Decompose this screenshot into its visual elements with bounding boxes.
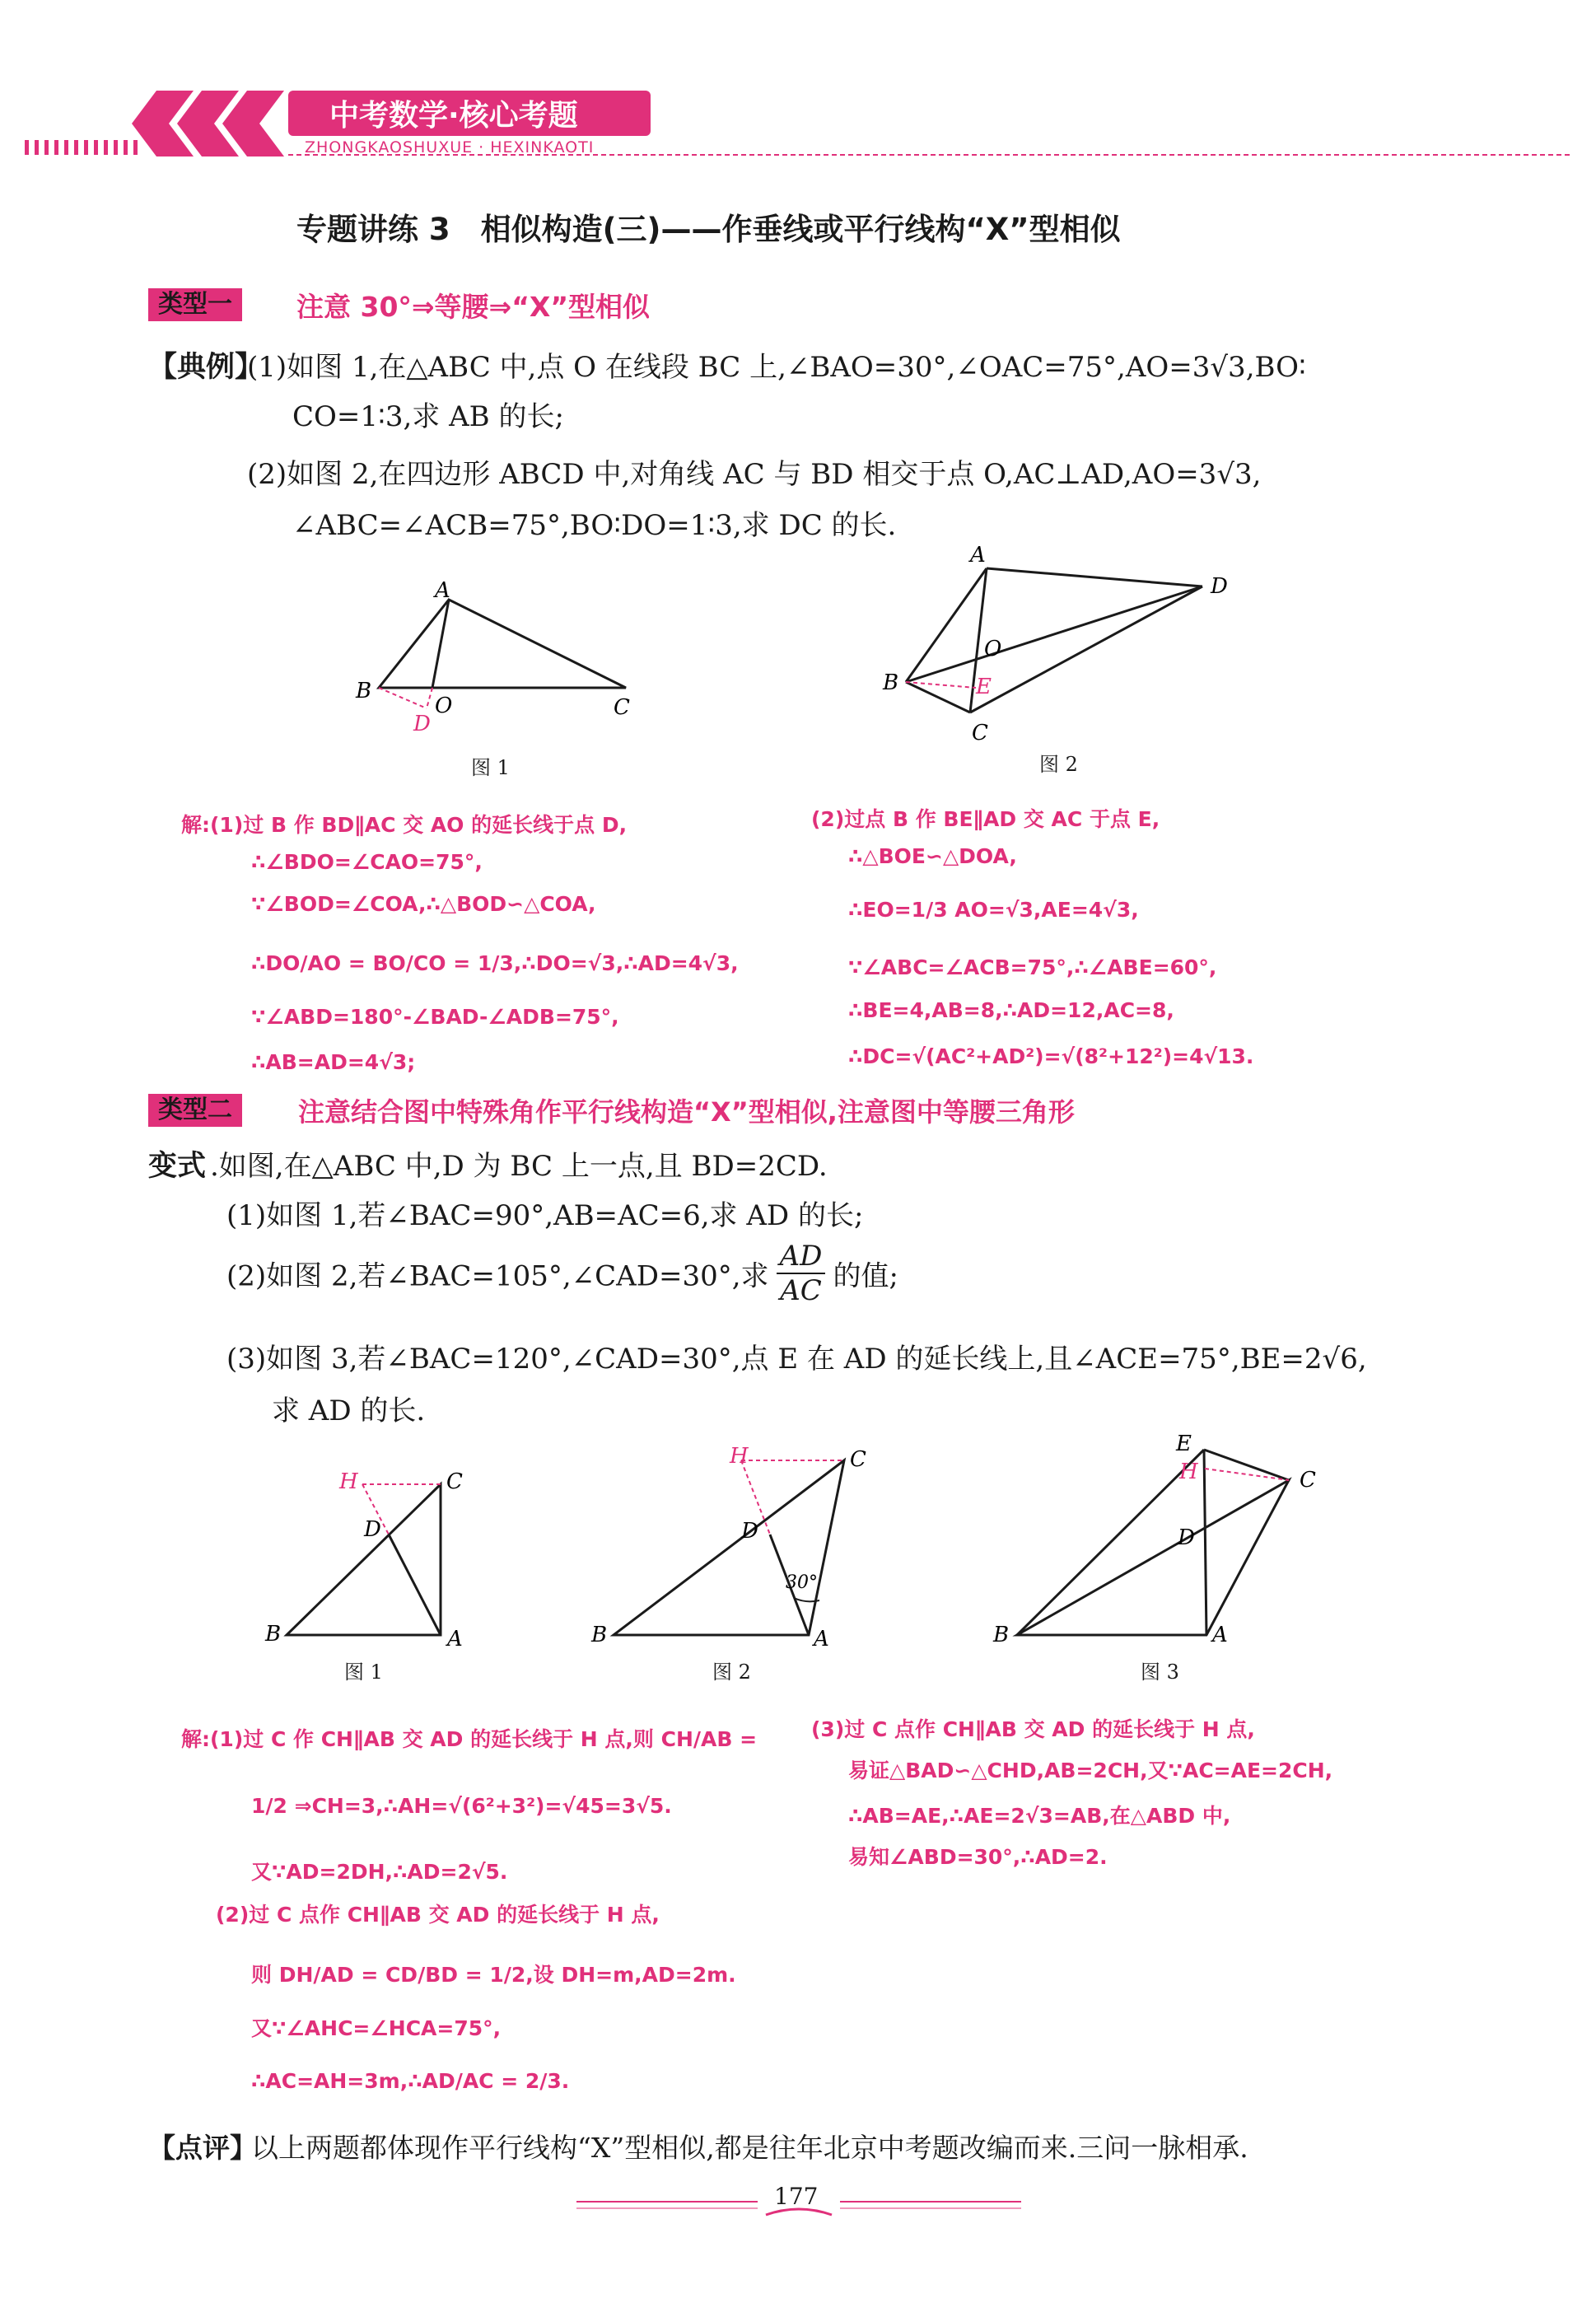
variant-intro: .如图,在△ABC 中,D 为 BC 上一点,且 BD=2CD.: [210, 1150, 828, 1183]
solution1-left-line6: ∴AB=AD=4√3;: [251, 1050, 416, 1074]
example-p1-line1: (1)如图 1,在△ABC 中,点 O 在线段 BC 上,∠BAO=30°,∠OAC=75°,AO=3√3,BO∶: [247, 351, 1306, 384]
type2-title: 注意结合图中特殊角作平行线构造“X”型相似,注意图中等腰三角形: [298, 1096, 1075, 1128]
vfig2-label-c: C: [850, 1447, 866, 1472]
variant-figure-1: [255, 1458, 478, 1656]
variant-q2-fraction: [777, 1240, 826, 1307]
type1-title: 注意 30°⇒等腰⇒“X”型相似: [296, 291, 651, 323]
solution2-left-line4: (2)过 C 点作 CH∥AB 交 AD 的延长线于 H 点,: [216, 1903, 660, 1927]
solution2-right-line2: 易证△BAD∽△CHD,AB=2CH,又∵AC=AE=2CH,: [848, 1759, 1333, 1782]
example-p1-line2: CO=1∶3,求 AB 的长;: [292, 400, 564, 433]
vfig1-label-d: D: [364, 1517, 381, 1542]
page-number: 177: [774, 2183, 819, 2210]
vfig2-label-a: A: [814, 1627, 829, 1651]
variant-q2-pre: (2)如图 2,若∠BAC=105°,∠CAD=30°,求: [226, 1259, 769, 1293]
variant-figure-3: [988, 1429, 1342, 1651]
solution1-left-line3: ∵∠BOD=∠COA,∴△BOD∽△COA,: [251, 892, 596, 916]
fig2-label-a: A: [970, 544, 986, 568]
fig1-label-o: O: [435, 694, 453, 718]
vfig1-label-h: H: [339, 1469, 358, 1494]
vfig2-label-h: H: [730, 1444, 749, 1469]
variant-q2-num: AD: [777, 1240, 826, 1274]
example-figure-1: [346, 572, 659, 745]
variant-figure-2-caption: 图 2: [712, 1661, 751, 1684]
variant-q2-post: 的值;: [833, 1259, 899, 1293]
fig2-label-d: D: [1211, 574, 1228, 599]
solution2-left-line2: 1/2 ⇒CH=3,∴AH=√(6²+3²)=√45=3√5.: [251, 1794, 672, 1818]
fig2-label-e: E: [976, 675, 992, 699]
example-figure-2-caption: 图 2: [1039, 753, 1078, 776]
fig1-label-a: A: [435, 578, 450, 603]
variant-tag: 变式: [148, 1150, 207, 1183]
type2-badge: 类型二: [148, 1094, 242, 1127]
vfig1-label-a: A: [447, 1627, 463, 1651]
comment-text: 以上两题都体现作平行线构“X”型相似,都是往年北京中考题改编而来.三问一脉相承.: [251, 2132, 1248, 2164]
fig2-label-c: C: [972, 721, 988, 745]
solution2-left-line1: 解:(1)过 C 作 CH∥AB 交 AD 的延长线于 H 点,则 CH/AB =: [181, 1727, 758, 1751]
fig1-label-d: D: [413, 712, 431, 736]
solution2-right-line3: ∴AB=AE,∴AE=2√3=AB,在△ABD 中,: [848, 1804, 1231, 1828]
solution2-right-line4: 易知∠ABD=30°,∴AD=2.: [848, 1845, 1108, 1869]
vfig2-label-b: B: [591, 1623, 608, 1647]
example-figure-1-caption: 图 1: [471, 756, 510, 779]
vfig2-angle-label: 30°: [786, 1572, 818, 1593]
vfig3-label-d: D: [1178, 1525, 1195, 1550]
solution2-left-line7: ∴AC=AH=3m,∴AD/AC = 2/3.: [251, 2069, 570, 2093]
header-title: 中考数学·核心考题: [329, 99, 578, 133]
variant-figure-2: [585, 1437, 881, 1651]
solution2-right-line1: (3)过 C 点作 CH∥AB 交 AD 的延长线于 H 点,: [811, 1717, 1255, 1741]
vfig3-label-e: E: [1176, 1432, 1192, 1456]
fig2-label-b: B: [883, 670, 899, 695]
header-pinyin: ZHONGKAOSHUXUE · HEXINKAOTI: [305, 138, 595, 156]
variant-figure-3-caption: 图 3: [1141, 1661, 1179, 1684]
vfig3-label-h: H: [1179, 1460, 1198, 1484]
fig2-label-o: O: [984, 637, 1002, 661]
vfig3-label-b: B: [993, 1623, 1010, 1647]
comment-tag: 【点评】: [148, 2132, 257, 2164]
vfig1-label-c: C: [446, 1469, 463, 1494]
solution1-left-line4: ∴DO/AO = BO/CO = 1/3,∴DO=√3,∴AD=4√3,: [251, 951, 739, 975]
solution2-left-line5: 则 DH/AD = CD/BD = 1/2,设 DH=m,AD=2m.: [251, 1963, 736, 1987]
variant-q2: [226, 1240, 898, 1314]
solution2-left-line6: 又∵∠AHC=∠HCA=75°,: [251, 2016, 502, 2040]
header-banner: [25, 82, 1573, 165]
header-decoration: [25, 82, 1573, 165]
vfig3-label-c: C: [1300, 1468, 1316, 1493]
example-tag: 【典例】: [148, 351, 264, 384]
solution1-right-line4: ∵∠ABC=∠ACB=75°,∴∠ABE=60°,: [848, 955, 1217, 979]
example-p2-line2: ∠ABC=∠ACB=75°,BO∶DO=1∶3,求 DC 的长.: [292, 509, 897, 542]
page-title: 专题讲练 3 相似构造(三)——作垂线或平行线构“X”型相似: [296, 212, 1121, 247]
vfig3-label-a: A: [1212, 1623, 1228, 1647]
variant-q3-line2: 求 AD 的长.: [272, 1394, 426, 1427]
variant-q3-line1: (3)如图 3,若∠BAC=120°,∠CAD=30°,点 E 在 AD 的延长线上,且∠ACE=75°,BE=2√6,: [226, 1343, 1367, 1376]
solution1-right-line6: ∴DC=√(AC²+AD²)=√(8²+12²)=4√13.: [848, 1044, 1254, 1068]
solution1-right-line5: ∴BE=4,AB=8,∴AD=12,AC=8,: [848, 998, 1174, 1022]
solution2-left-line3: 又∵AD=2DH,∴AD=2√5.: [251, 1860, 508, 1884]
variant-q1: (1)如图 1,若∠BAC=90°,AB=AC=6,求 AD 的长;: [226, 1199, 864, 1232]
fig1-label-c: C: [614, 695, 630, 720]
example-p2-line1: (2)如图 2,在四边形 ABCD 中,对角线 AC 与 BD 相交于点 O,AC⊥AD,AO=3√3,: [247, 458, 1262, 491]
solution1-left-line2: ∴∠BDO=∠CAO=75°,: [251, 850, 483, 874]
solution1-right-line2: ∴△BOE∽△DOA,: [848, 844, 1017, 868]
fig1-label-b: B: [356, 679, 372, 703]
variant-q2-den: AC: [780, 1274, 822, 1307]
solution1-left-line5: ∵∠ABD=180°-∠BAD-∠ADB=75°,: [251, 1005, 619, 1029]
vfig1-label-b: B: [265, 1622, 282, 1647]
example-figure-2: [873, 544, 1244, 750]
vfig2-label-d: D: [741, 1519, 758, 1544]
variant-figure-1-caption: 图 1: [344, 1661, 383, 1684]
solution1-left-line1: 解:(1)过 B 作 BD∥AC 交 AO 的延长线于点 D,: [181, 813, 628, 837]
type1-badge: 类型一: [148, 288, 242, 321]
solution1-right-line1: (2)过点 B 作 BE∥AD 交 AC 于点 E,: [811, 807, 1160, 831]
solution1-right-line3: ∴EO=1/3 AO=√3,AE=4√3,: [848, 898, 1139, 922]
